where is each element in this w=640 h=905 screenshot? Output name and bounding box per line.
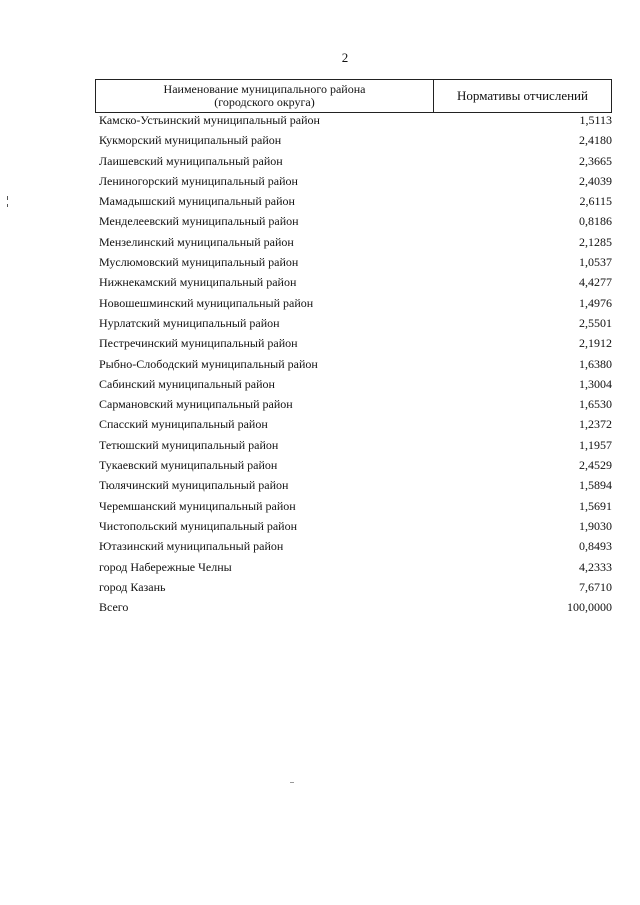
page-number: 2 xyxy=(341,50,349,65)
norm-value: 7,6710 xyxy=(579,579,612,594)
table-row xyxy=(95,580,612,600)
norm-value: 1,5691 xyxy=(579,498,612,513)
norm-value: 4,4277 xyxy=(579,275,612,290)
norm-value: 4,2333 xyxy=(579,559,612,574)
norm-value: 2,1285 xyxy=(579,234,612,249)
norm-value: 1,3004 xyxy=(579,376,612,391)
norm-value: 1,9030 xyxy=(579,518,612,533)
norm-value: 2,6115 xyxy=(579,194,612,209)
district-name: город Казань xyxy=(99,579,166,594)
norm-value: 2,5501 xyxy=(579,315,612,330)
norm-value: 0,8186 xyxy=(579,214,612,229)
scan-speck xyxy=(7,196,8,200)
district-name: Нижнекамский муниципальный район xyxy=(99,275,297,290)
district-name: Чистопольский муниципальный район xyxy=(99,518,298,533)
table-row xyxy=(95,560,612,580)
table-row xyxy=(95,235,612,255)
norm-value: 2,1912 xyxy=(579,336,612,351)
scan-speck xyxy=(7,204,8,207)
table-row xyxy=(95,478,612,498)
district-name: Тетюшский муниципальный район xyxy=(99,437,279,452)
district-name: Спасский муниципальный район xyxy=(99,417,268,432)
header-name-line1: Наименование муниципального района xyxy=(163,82,366,96)
table-row xyxy=(95,113,612,133)
district-name: Новошешминский муниципальный район xyxy=(99,295,314,310)
table-row xyxy=(95,296,612,316)
district-name: Тюлячинский муниципальный район xyxy=(99,478,289,493)
table-row xyxy=(95,194,612,214)
district-name: Камско-Устьинский муниципальный район xyxy=(99,113,320,127)
table-row xyxy=(95,417,612,437)
norm-value: 1,4976 xyxy=(579,295,612,310)
district-name: Ютазинский муниципальный район xyxy=(99,539,284,554)
district-name: Всего xyxy=(99,600,129,615)
table-body xyxy=(95,113,612,620)
norm-value: 1,0537 xyxy=(579,255,612,270)
scan-speck xyxy=(290,782,294,783)
table-row xyxy=(95,357,612,377)
header-district-name xyxy=(96,80,434,112)
table-row xyxy=(95,133,612,153)
norm-value: 2,4180 xyxy=(579,133,612,148)
table-row xyxy=(95,519,612,539)
district-name: Менделеевский муниципальный район xyxy=(99,214,299,229)
norm-value: 1,2372 xyxy=(579,417,612,432)
district-name: Сабинский муниципальный район xyxy=(99,376,275,391)
table-row xyxy=(95,499,612,519)
table-row xyxy=(95,600,612,620)
district-name: Лениногорский муниципальный район xyxy=(99,173,298,188)
norm-value: 2,3665 xyxy=(579,153,612,168)
district-name: Кукморский муниципальный район xyxy=(99,133,282,148)
district-name: Пестречинский муниципальный район xyxy=(99,336,298,351)
norm-value: 1,1957 xyxy=(579,437,612,452)
table-row xyxy=(95,377,612,397)
district-name: Сармановский муниципальный район xyxy=(99,397,293,412)
district-name: Мензелинский муниципальный район xyxy=(99,234,294,249)
header-norms: Нормативы отчислений xyxy=(457,88,588,103)
table-row xyxy=(95,397,612,417)
norm-value: 0,8493 xyxy=(579,539,612,554)
table-row xyxy=(95,438,612,458)
norm-value: 1,5894 xyxy=(579,478,612,493)
table-row xyxy=(95,336,612,356)
district-name: Черемшанский муниципальный район xyxy=(99,498,296,513)
norm-value: 100,0000 xyxy=(567,600,612,615)
table-row xyxy=(95,214,612,234)
table-row xyxy=(95,255,612,275)
table-row xyxy=(95,458,612,478)
district-name: город Набережные Челны xyxy=(99,559,232,574)
norm-value: 1,5113 xyxy=(579,113,612,127)
norm-value: 1,6530 xyxy=(579,397,612,412)
norm-value: 2,4529 xyxy=(579,458,612,473)
district-name: Лаишевский муниципальный район xyxy=(99,153,283,168)
table-row xyxy=(95,154,612,174)
header-name-line2: (городского округа) xyxy=(214,95,315,109)
table-header xyxy=(95,79,612,113)
district-name: Мамадышский муниципальный район xyxy=(99,194,295,209)
table-row xyxy=(95,539,612,559)
table-row xyxy=(95,174,612,194)
norm-value: 1,6380 xyxy=(579,356,612,371)
district-name: Тукаевский муниципальный район xyxy=(99,458,278,473)
table-row xyxy=(95,316,612,336)
district-name: Нурлатский муниципальный район xyxy=(99,315,280,330)
district-name: Рыбно-Слободский муниципальный район xyxy=(99,356,318,371)
allocation-table xyxy=(95,79,612,620)
norm-value: 2,4039 xyxy=(579,173,612,188)
table-row xyxy=(95,275,612,295)
district-name: Муслюмовский муниципальный район xyxy=(99,255,299,270)
